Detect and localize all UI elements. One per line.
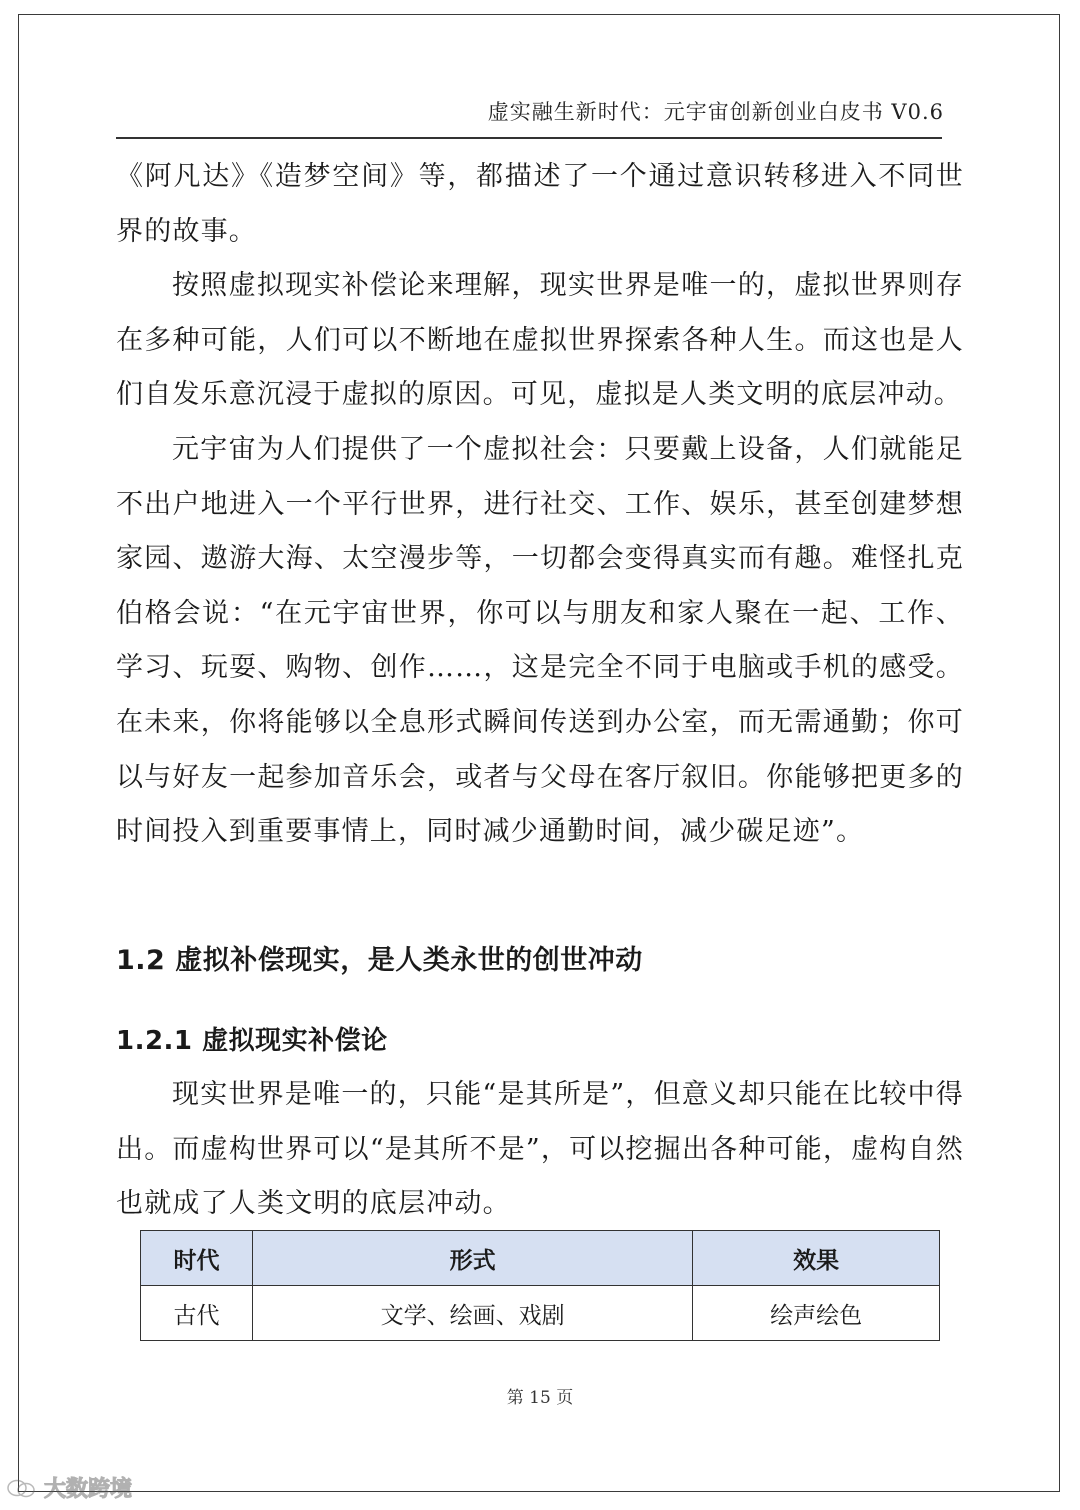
table-header-row bbox=[141, 1231, 940, 1286]
table-cell: 古代 bbox=[141, 1286, 253, 1341]
chat-bubble-icon bbox=[6, 1478, 36, 1498]
watermark-text: 大数跨境 bbox=[44, 1477, 133, 1502]
paragraph: 《阿凡达》《造梦空间》等，都描述了一个通过意识转移进入不同世界的故事。 bbox=[116, 161, 964, 247]
section-body bbox=[116, 1068, 964, 1232]
watermark bbox=[6, 1472, 132, 1503]
column-header: 形式 bbox=[252, 1231, 692, 1286]
body-text bbox=[116, 150, 964, 860]
page-number: 第 15 页 bbox=[506, 1388, 574, 1408]
column-header: 时代 bbox=[141, 1231, 253, 1286]
subsection-heading: 1.2.1 虚拟现实补偿论 bbox=[116, 1026, 388, 1056]
paragraph: 按照虚拟现实补偿论来理解，现实世界是唯一的，虚拟世界则存在多种可能，人们可以不断地在虚拟世界探索各种人生。而这也是人们自发乐意沉浸于虚拟的原因。可见，虚拟是人类文明的底层冲动。 bbox=[116, 270, 964, 411]
table-row bbox=[141, 1286, 940, 1341]
era-table bbox=[140, 1230, 940, 1341]
table-cell: 绘声绘色 bbox=[693, 1286, 940, 1341]
header-rule bbox=[116, 137, 942, 139]
running-header: 虚实融生新时代：元宇宙创新创业白皮书 V0.6 bbox=[487, 100, 944, 124]
table-cell: 文学、绘画、戏剧 bbox=[252, 1286, 692, 1341]
section-heading: 1.2 虚拟补偿现实，是人类永世的创世冲动 bbox=[116, 945, 643, 976]
paragraph: 元宇宙为人们提供了一个虚拟社会：只要戴上设备，人们就能足不出户地进入一个平行世界，进行社交、工作、娱乐，甚至创建梦想家园、遨游大海、太空漫步等，一切都会变得真实而有趣。难怪扎克伯格会说：“在元宇宙世界，你可以与朋友和家人聚在一起、工作、学习、玩耍、购物、创作……，这是完全不同于电脑或手机的感受。在未来，你将能够以全息形式瞬间传送到办公室，而无需通勤；你可以与好友一起参加音乐会，或者与父母在客厅叙旧。你能够把更多的时间投入到重要事情上，同时减少通勤时间，减少碳足迹”。 bbox=[116, 433, 964, 848]
column-header: 效果 bbox=[693, 1231, 940, 1286]
paragraph: 现实世界是唯一的，只能“是其所是”，但意义却只能在比较中得出。而虚构世界可以“是其所不是”，可以挖掘出各种可能，虚构自然也就成了人类文明的底层冲动。 bbox=[116, 1079, 964, 1220]
